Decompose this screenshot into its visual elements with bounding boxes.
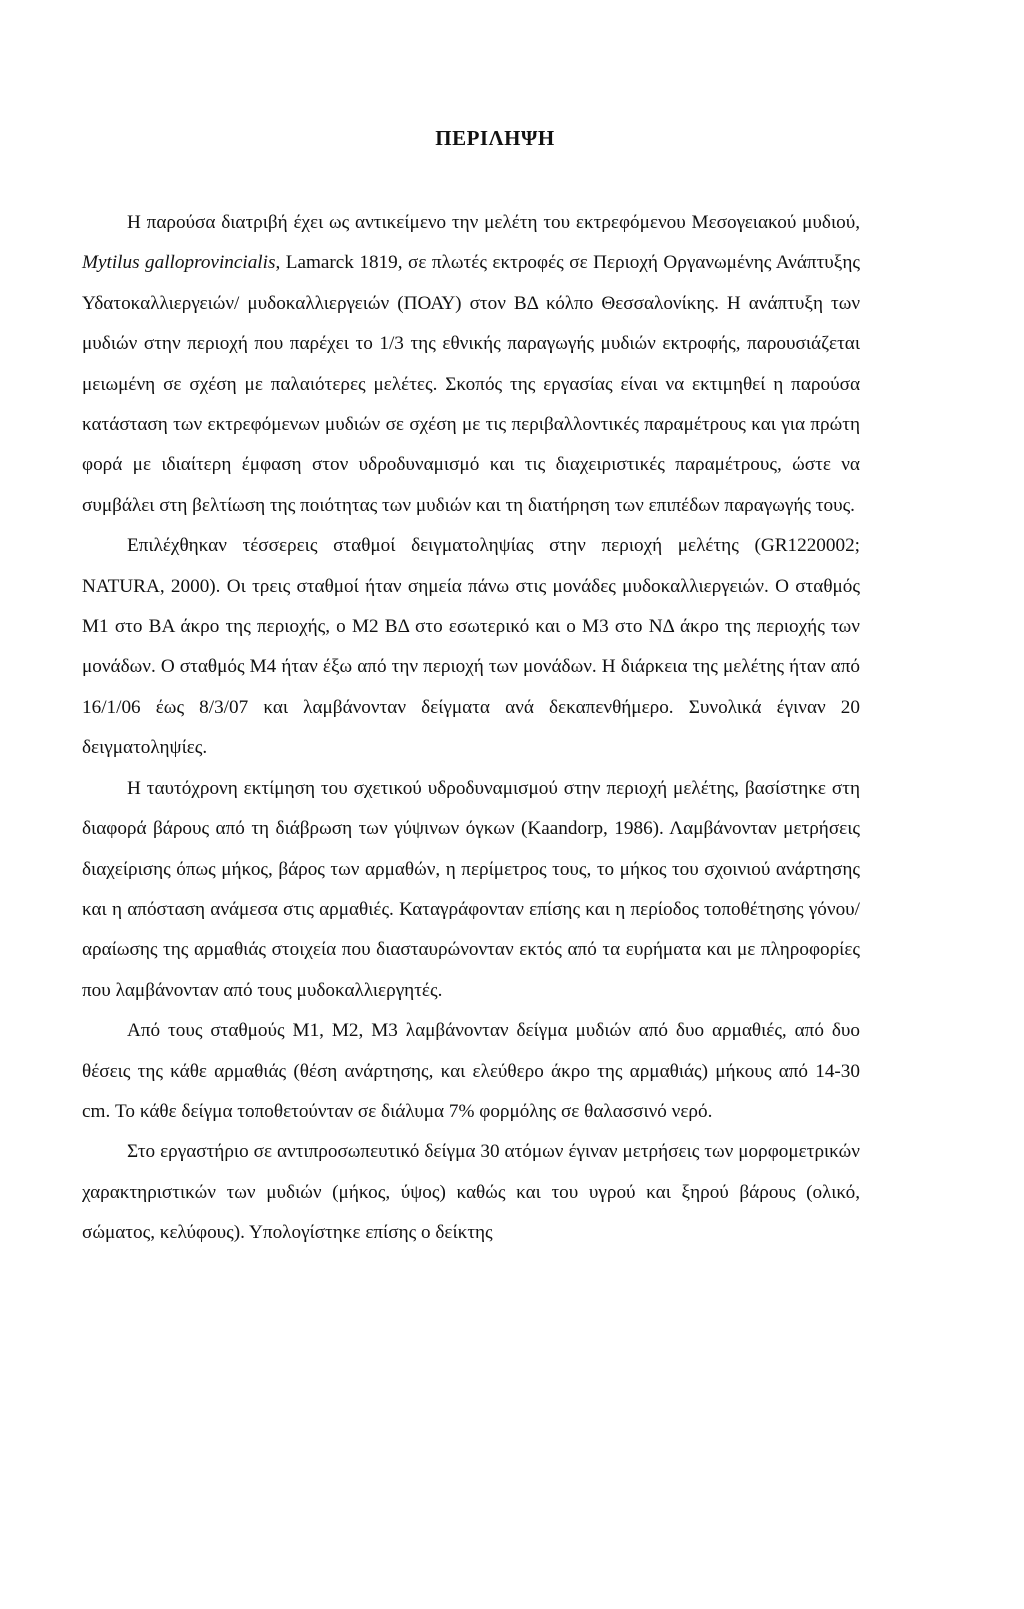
document-page (82, 126, 860, 1254)
paragraph-2 (82, 526, 860, 768)
paragraph-1-text-a: Η παρούσα διατριβή έχει ως αντικείμενο την μελέτη του εκτρεφόμενου Μεσογειακού μυδιού, (127, 212, 860, 233)
paragraph-4 (82, 1011, 860, 1132)
paragraph-1 (82, 203, 860, 526)
paragraph-4-text: Από τους σταθμούς Μ1, Μ2, Μ3 λαμβάνονταν δείγμα μυδιών από δυο αρμαθιές, από δυο θέσεις της κάθε αρμαθιάς (θέση ανάρτησης, και ελεύθερο άκρο της αρμαθιάς) μήκους από 14-30 cm. Το κάθε δείγμα τοποθετούνταν σε διάλυμα 7% φορμόλης σε θαλασσινό νερό. (82, 1020, 860, 1122)
paragraph-5-text: Στο εργαστήριο σε αντιπροσωπευτικό δείγμα 30 ατόμων έγιναν μετρήσεις των μορφομετρικών χαρακτηριστικών των μυδιών (μήκος, ύψος) καθώς και του υγρού και ξηρού βάρους (ολικό, σώματος, κελύφους). Υπολογίστηκε επίσης ο δείκτης (82, 1141, 860, 1244)
paragraph-2-text: Επιλέχθηκαν τέσσερεις σταθμοί δειγματοληψίας στην περιοχή μελέτης (GR1220002; NATURA, 2000). Οι τρεις σταθμοί ήταν σημεία πάνω στις μονάδες μυδοκαλλιεργειών. Ο σταθμός Μ1 στο ΒΑ άκρο της περιοχής, ο Μ2 ΒΔ στο εσωτερικό και ο Μ3 στο ΝΔ άκρο της περιοχής των μονάδων. Ο σταθμός Μ4 ήταν έξω από την περιοχή των μονάδων. Η διάρκεια της μελέτης ήταν από 16/1/06 έως 8/3/07 και λαμβάνονταν δείγματα ανά δεκαπενθήμερο. Συνολικά έγιναν 20 δειγματοληψίες. (82, 535, 860, 759)
paragraph-1-text-b: , Lamarck 1819, σε πλωτές εκτροφές σε Περιοχή Οργανωμένης Ανάπτυξης Υδατοκαλλιεργειών/ μυδοκαλλιεργειών (ΠΟΑΥ) στον ΒΔ κόλπο Θεσσαλονίκης. Η ανάπτυξη των μυδιών στην περιοχή που παρέχει το 1/3 της εθνικής παραγωγής μυδιών εκτροφής, παρουσιάζεται μειωμένη σε σχέση με παλαιότερες μελέτες. Σκοπός της εργασίας είναι να εκτιμηθεί η παρούσα κατάσταση των εκτρεφόμενων μυδιών σε σχέση με τις περιβαλλοντικές παραμέτρους και για πρώτη φορά με ιδιαίτερη έμφαση στον υδροδυναμισμό και τις διαχειριστικές παραμέτρους, ώστε να συμβάλει στη βελτίωση της ποιότητας των μυδιών και τη διατήρηση των επιπέδων παραγωγής τους. (82, 252, 860, 516)
paragraph-5 (82, 1132, 860, 1253)
species-name: Mytilus galloprovincialis (82, 252, 276, 274)
page-title: ΠΕΡΙΛΗΨΗ (435, 126, 555, 150)
paragraph-3 (82, 769, 860, 1011)
paragraph-3-text: Η ταυτόχρονη εκτίμηση του σχετικού υδροδυναμισμού στην περιοχή μελέτης, βασίστηκε στη διαφορά βάρους από τη διάβρωση των γύψινων όγκων (Kaandorp, 1986). Λαμβάνονταν μετρήσεις διαχείρισης όπως μήκος, βάρος των αρμαθών, η περίμετρος τους, το μήκος του σχοινιού ανάρτησης και η απόσταση ανάμεσα στις αρμαθιές. Καταγράφονταν επίσης και η περίοδος τοποθέτησης γόνου/αραίωσης της αρμαθιάς στοιχεία που διασταυρώνονταν εκτός από τα ευρήματα και με πληροφορίες που λαμβάνονταν από τους μυδοκαλλιεργητές. (82, 777, 860, 1001)
